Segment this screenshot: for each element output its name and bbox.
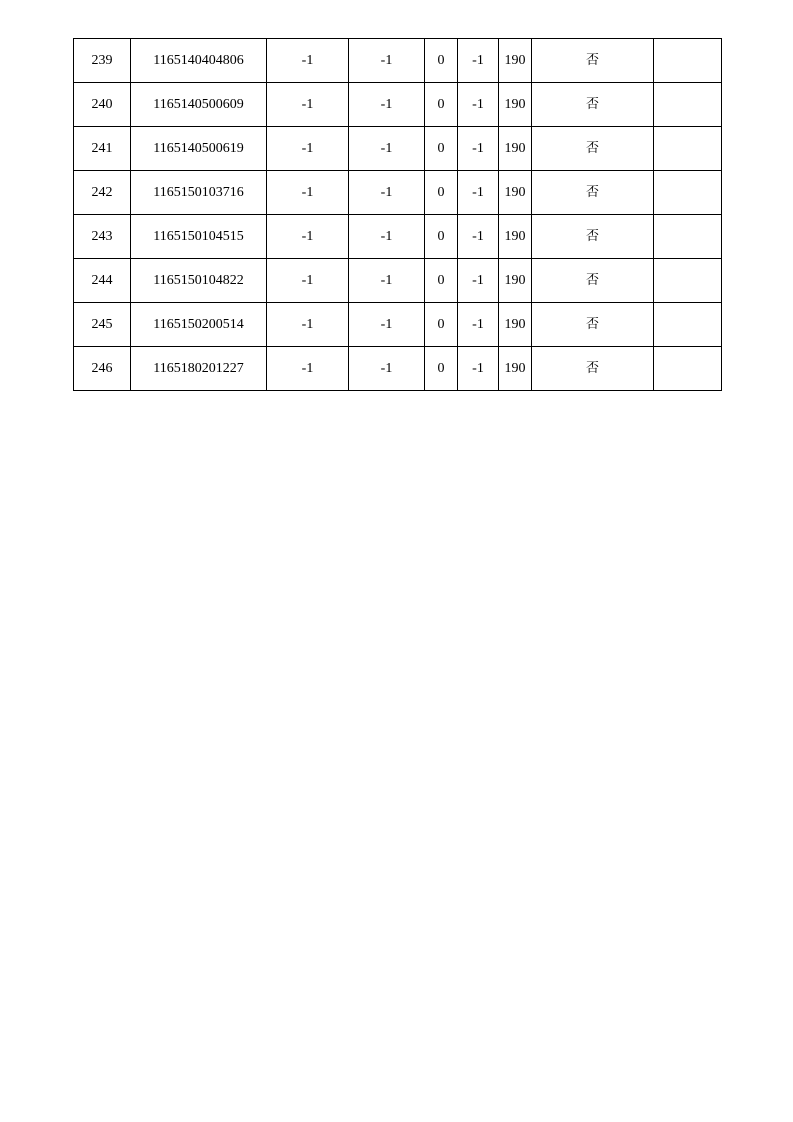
value-cell-5: 190	[499, 259, 532, 303]
value-cell-4: -1	[458, 303, 499, 347]
value-cell-5: 190	[499, 39, 532, 83]
value-cell-2: -1	[349, 303, 425, 347]
value-cell-5: 190	[499, 127, 532, 171]
table-row	[74, 347, 722, 391]
row-index-cell: 239	[74, 39, 131, 83]
value-cell-4: -1	[458, 347, 499, 391]
value-cell-5: 190	[499, 83, 532, 127]
data-table	[73, 38, 722, 391]
code-cell: 1165140500609	[131, 83, 267, 127]
flag-cell: 否	[532, 39, 654, 83]
value-cell-4: -1	[458, 127, 499, 171]
table-row	[74, 171, 722, 215]
flag-cell: 否	[532, 171, 654, 215]
code-cell: 1165140500619	[131, 127, 267, 171]
value-cell-2: -1	[349, 127, 425, 171]
value-cell-3: 0	[425, 127, 458, 171]
value-cell-4: -1	[458, 215, 499, 259]
row-index-cell: 242	[74, 171, 131, 215]
flag-cell: 否	[532, 347, 654, 391]
value-cell-5: 190	[499, 303, 532, 347]
code-cell: 1165140404806	[131, 39, 267, 83]
row-index-cell: 245	[74, 303, 131, 347]
row-index-cell: 244	[74, 259, 131, 303]
value-cell-1: -1	[267, 347, 349, 391]
row-index-cell: 240	[74, 83, 131, 127]
value-cell-4: -1	[458, 259, 499, 303]
value-cell-3: 0	[425, 215, 458, 259]
value-cell-1: -1	[267, 127, 349, 171]
code-cell: 1165150103716	[131, 171, 267, 215]
flag-cell: 否	[532, 259, 654, 303]
table-row	[74, 83, 722, 127]
flag-cell: 否	[532, 215, 654, 259]
value-cell-1: -1	[267, 39, 349, 83]
empty-cell	[654, 303, 722, 347]
table-row	[74, 39, 722, 83]
value-cell-1: -1	[267, 215, 349, 259]
value-cell-2: -1	[349, 39, 425, 83]
empty-cell	[654, 39, 722, 83]
value-cell-3: 0	[425, 303, 458, 347]
empty-cell	[654, 83, 722, 127]
code-cell: 1165150104515	[131, 215, 267, 259]
value-cell-1: -1	[267, 171, 349, 215]
table-row	[74, 215, 722, 259]
value-cell-2: -1	[349, 215, 425, 259]
row-index-cell: 243	[74, 215, 131, 259]
value-cell-3: 0	[425, 39, 458, 83]
empty-cell	[654, 215, 722, 259]
value-cell-4: -1	[458, 171, 499, 215]
empty-cell	[654, 259, 722, 303]
value-cell-4: -1	[458, 39, 499, 83]
value-cell-5: 190	[499, 215, 532, 259]
table-row	[74, 259, 722, 303]
value-cell-3: 0	[425, 83, 458, 127]
value-cell-2: -1	[349, 259, 425, 303]
value-cell-3: 0	[425, 259, 458, 303]
value-cell-5: 190	[499, 347, 532, 391]
empty-cell	[654, 347, 722, 391]
value-cell-5: 190	[499, 171, 532, 215]
value-cell-2: -1	[349, 347, 425, 391]
table-body	[74, 39, 722, 391]
flag-cell: 否	[532, 83, 654, 127]
table-row	[74, 303, 722, 347]
value-cell-1: -1	[267, 259, 349, 303]
value-cell-3: 0	[425, 171, 458, 215]
flag-cell: 否	[532, 303, 654, 347]
empty-cell	[654, 171, 722, 215]
value-cell-1: -1	[267, 83, 349, 127]
code-cell: 1165150200514	[131, 303, 267, 347]
code-cell: 1165150104822	[131, 259, 267, 303]
empty-cell	[654, 127, 722, 171]
code-cell: 1165180201227	[131, 347, 267, 391]
row-index-cell: 246	[74, 347, 131, 391]
row-index-cell: 241	[74, 127, 131, 171]
value-cell-2: -1	[349, 171, 425, 215]
value-cell-2: -1	[349, 83, 425, 127]
flag-cell: 否	[532, 127, 654, 171]
value-cell-1: -1	[267, 303, 349, 347]
table-row	[74, 127, 722, 171]
value-cell-4: -1	[458, 83, 499, 127]
value-cell-3: 0	[425, 347, 458, 391]
